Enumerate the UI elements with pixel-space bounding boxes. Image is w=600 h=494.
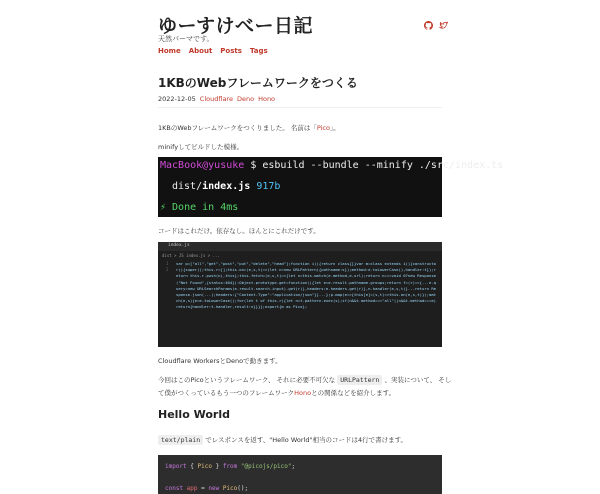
code-line-import: import { Pico } from "@picojs/pico";: [165, 463, 296, 470]
code-block: [158, 455, 442, 494]
pico-link[interactable]: Pico: [316, 124, 330, 132]
paragraph-intro: 1KBのWebフレームワークをつくりました。 名前は「Pico」。: [158, 124, 340, 132]
code-line-const: const app = new Pico();: [165, 485, 249, 492]
post-meta: [158, 95, 275, 103]
paragraph-overview-2: て僕がつくっているもう一つのフレームワークHonoとの関係などを紹介します。: [158, 389, 396, 397]
tag-cloudflare[interactable]: Cloudflare: [199, 95, 233, 103]
hono-link[interactable]: Hono: [294, 389, 312, 397]
terminal-output-line: dist/index.js 917b: [172, 181, 281, 192]
editor-tab: index.js: [168, 243, 190, 248]
nav-about[interactable]: About: [188, 47, 213, 55]
twitter-icon[interactable]: [439, 15, 448, 24]
main-nav: [158, 47, 268, 55]
paragraph-runtimes: Cloudflare WorkersとDenoで動きます。: [158, 357, 282, 365]
paragraph-hello-world: text/plain でレスポンスを返す、"Hello World"相当のコードは4行で書けます。: [158, 435, 407, 444]
tag-deno[interactable]: Deno: [236, 95, 255, 103]
post-date: 2022-12-05: [158, 95, 196, 103]
nav-home[interactable]: Home: [158, 47, 181, 55]
terminal-done-line: ⚡ Done in 4ms: [160, 202, 239, 213]
post-title: 1KBのWebフレームワークをつくる: [158, 76, 358, 90]
inline-code-text-plain: text/plain: [158, 435, 203, 445]
nav-posts[interactable]: Posts: [220, 47, 242, 55]
paragraph-code-intro: コードはこれだけ。依存なし。ほんとにこれだけです。: [158, 227, 320, 235]
paragraph-overview-1: 今回はこのPicoというフレームワーク、 それに必要不可欠な URLPattern 、実装について、 そし: [158, 376, 452, 384]
terminal-screenshot: [158, 157, 504, 217]
editor-code: var p=["all","get","post","put","delete","head"];function i(){return class{}}var m=class extends i(){constructor(){super();this.r=[];this.on=(e,s,t)=>(let n=new URLPattern({pathname:s});method:e.toLowerCase(),handler:t});return this.r.push(n),this};this.fetch=(e,s,t)=>{let n=this.match(e.method,e.url);return n===void 0?new Response("Not Found",{status:404}):Object.prototype.get=function(){let e=e.result.pathname.groups;return f=(r)=>{...e.query=new URLSearchParams(e.result.search.input).get(r)},headers:e.headers.get(r)},n.handler(e,s,t)}...return Response.json(...);headers:{"Content-Type":"application/json"}}...};p.map(e=>{this[e]=(s,t)=>this.on(e,s,t)});match(e,s){e=e.toLowerCase();for(let t of this.r){let n=t.pattern.exec(s);if(n&&t.method==="all"||n&&t.method===e)return{handler:t.handler,result:n}}}};export{m as Pico};: [176, 261, 437, 310]
editor-gutter: 1 2: [166, 261, 169, 273]
github-icon[interactable]: [424, 15, 433, 24]
site-title[interactable]: ゆーすけべー日記: [158, 15, 314, 37]
tag-hono[interactable]: Hono: [258, 95, 276, 103]
inline-code-urlpattern: URLPattern: [337, 375, 382, 385]
editor-tabbar: [158, 242, 442, 251]
editor-screenshot: [158, 242, 442, 347]
editor-breadcrumb: dist > JS index.js > ...: [162, 253, 220, 258]
social-links: [424, 15, 448, 24]
paragraph-build: minifyしてビルドした模様。: [158, 143, 244, 151]
nav-tags[interactable]: Tags: [249, 47, 268, 55]
site-tagline: 天然パーマです。: [158, 35, 214, 43]
terminal-command-line: MacBook@yusuke $ esbuild --bundle --minify ./src/index.ts: [160, 160, 504, 171]
divider: [158, 107, 442, 108]
section-heading-hello-world: Hello World: [158, 408, 230, 421]
